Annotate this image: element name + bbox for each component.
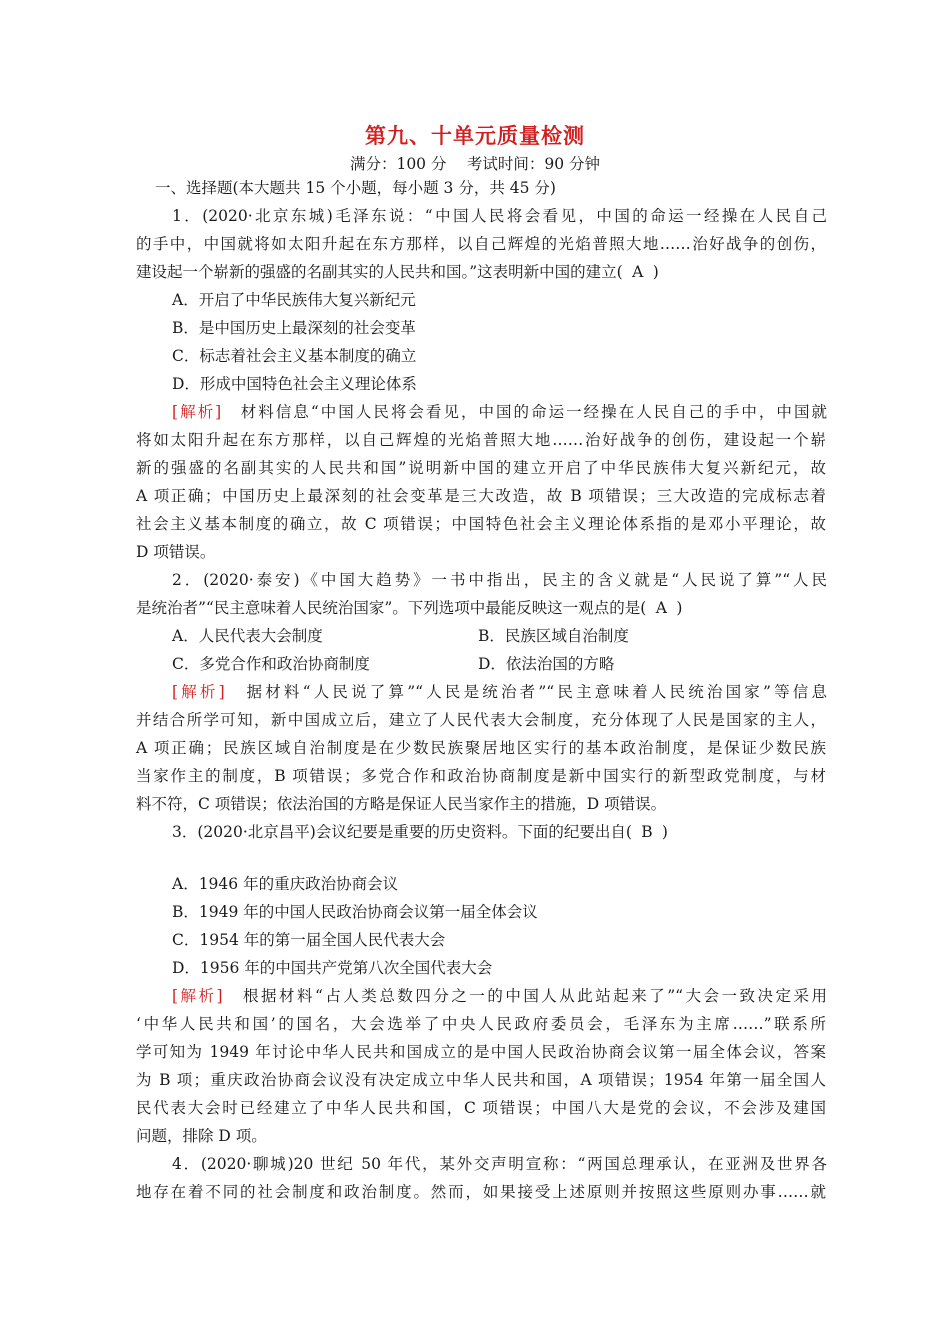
q3-stem-line1 (172, 818, 862, 846)
q3-analysis-line5: 民代表大会时已经建立了中华人民共和国，C 项错误；中国八大是党的会议，不会涉及建国 (136, 1099, 826, 1117)
q2-analysis-line2: 并结合所学可知，新中国成立后，建立了人民代表大会制度，充分体现了人民是国家的主人， (136, 711, 826, 729)
q2-answer: A (655, 599, 667, 617)
q1-analysis-line1 (172, 398, 827, 426)
q3-analysis-line3: 学可知为 1949 年讨论中华人民共和国成立的是中国人民政治协商会议第一届全体会议，答案 (136, 1043, 826, 1061)
q2-option-a: A．人民代表大会制度 (172, 627, 323, 645)
q2-stem-text: 是统治者”“民主意味着人民统治国家”。下列选项中最能反映这一观点的是( (136, 599, 647, 617)
q1-analysis-line6: D 项错误。 (136, 543, 216, 561)
document-title: 第九、十单元质量检测 (365, 124, 585, 148)
q2-stem-line1: 2．(2020·泰安)《中国大趋势》一书中指出，民主的含义就是“人民说了算”“人民 (172, 571, 827, 589)
q2-analysis-line5: 料不符，C 项错误；依法治国的方略是保证人民当家作主的措施，D 项错误。 (136, 795, 667, 813)
q2-option-d: D．依法治国的方略 (478, 655, 615, 673)
q4-stem-line2: 地存在着不同的社会制度和政治制度。然而，如果接受上述原则并按照这些原则办事……就 (136, 1183, 826, 1201)
q1-stem-text: 建设起一个崭新的强盛的名副其实的人民共和国。”这表明新中国的建立( (136, 263, 623, 281)
q1-analysis-line5: 社会主义基本制度的确立，故 C 项错误；中国特色社会主义理论体系指的是邓小平理论，故 (136, 515, 826, 533)
section-heading: 一、选择题(本大题共 15 个小题，每小题 3 分，共 45 分) (155, 179, 556, 197)
q3-stem-text: 3．(2020·北京昌平)会议纪要是重要的历史资料。下面的纪要出自( (172, 823, 632, 841)
q3-analysis-line6: 问题，排除 D 项。 (136, 1127, 267, 1145)
q1-option-c: C．标志着社会主义基本制度的确立 (172, 347, 417, 365)
q1-analysis-text: 材料信息“中国人民将会看见，中国的命运一经操在人民自己的手中，中国就 (221, 403, 827, 421)
q2-analysis-line1 (172, 678, 827, 706)
q3-option-d: D．1956 年的中国共产党第八次全国代表大会 (172, 959, 493, 977)
q3-option-b: B．1949 年的中国人民政治协商会议第一届全体会议 (172, 903, 538, 921)
q3-answer: B (641, 823, 653, 841)
q1-close-paren: ) (652, 263, 659, 281)
exam-info: 满分：100 分 考试时间：90 分钟 (349, 155, 601, 173)
analysis-tag: [解析] (172, 987, 223, 1005)
q4-stem-line1: 4．(2020·聊城)20 世纪 50 年代，某外交声明宣称：“两国总理承认，在亚洲及世界各 (172, 1155, 827, 1173)
q2-option-c: C．多党合作和政治协商制度 (172, 655, 370, 673)
q3-analysis-line1 (172, 982, 827, 1010)
analysis-tag: [解析] (172, 403, 222, 421)
q1-stem-line3 (136, 258, 826, 286)
q2-analysis-text: 据材料“人民说了算”“人民是统治者”“民主意味着人民统治国家”等信息 (224, 683, 827, 701)
q3-analysis-line4: 为 B 项；重庆政治协商会议没有决定成立中华人民共和国，A 项错误；1954 年第一届全国人 (136, 1071, 826, 1089)
q3-analysis-line2: ‘中华人民共和国’的国名，大会选举了中央人民政府委员会，毛泽东为主席……”联系所 (136, 1015, 826, 1033)
q1-option-d: D．形成中国特色社会主义理论体系 (172, 375, 417, 393)
q2-option-b: B．民族区域自治制度 (478, 627, 629, 645)
q1-analysis-line3: 新的强盛的名副其实的人民共和国”说明新中国的建立开启了中华民族伟大复兴新纪元，故 (136, 459, 826, 477)
q1-answer: A (632, 263, 644, 281)
q3-analysis-text: 根据材料“占人类总数四分之一的中国人从此站起来了”“大会一致决定采用 (222, 987, 827, 1005)
analysis-tag: [解析] (172, 683, 225, 701)
q3-close-paren: ) (661, 823, 668, 841)
q2-analysis-line4: 当家作主的制度，B 项错误；多党合作和政治协商制度是新中国实行的新型政党制度，与材 (136, 767, 826, 785)
q3-option-a: A．1946 年的重庆政治协商会议 (172, 875, 399, 893)
q3-option-c: C．1954 年的第一届全国人民代表大会 (172, 931, 446, 949)
q2-stem-line2 (136, 594, 826, 622)
q1-analysis-line2: 将如太阳升起在东方那样，以自己辉煌的光焰普照大地……治好战争的创伤，建设起一个崭 (136, 431, 826, 449)
q1-stem-line1: 1．(2020·北京东城)毛泽东说：“中国人民将会看见，中国的命运一经操在人民自己 (172, 207, 827, 225)
q2-analysis-line3: A 项正确；民族区域自治制度是在少数民族聚居地区实行的基本政治制度，是保证少数民族 (136, 739, 826, 757)
q1-analysis-line4: A 项正确；中国历史上最深刻的社会变革是三大改造，故 B 项错误；三大改造的完成标志着 (136, 487, 826, 505)
q2-close-paren: ) (676, 599, 683, 617)
q1-option-b: B．是中国历史上最深刻的社会变革 (172, 319, 416, 337)
q1-option-a: A．开启了中华民族伟大复兴新纪元 (172, 291, 416, 309)
q1-stem-line2: 的手中，中国就将如太阳升起在东方那样，以自己辉煌的光焰普照大地……治好战争的创伤， (136, 235, 826, 253)
